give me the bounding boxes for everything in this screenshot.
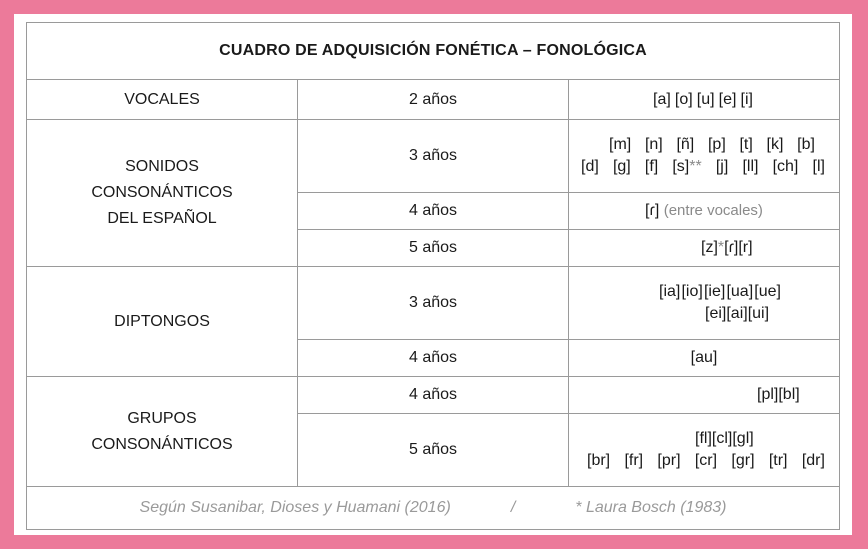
- sound: [t]: [739, 136, 753, 153]
- sound: [ai]: [726, 305, 748, 322]
- sound: [ll]: [742, 158, 759, 175]
- sound: [d]: [581, 158, 599, 175]
- sound: [dr]: [801, 452, 825, 469]
- category-line: SONIDOS: [125, 158, 199, 175]
- sound-s: [672, 158, 701, 176]
- sound: [ñ]: [676, 136, 695, 153]
- footer-separator: /: [510, 499, 516, 516]
- sound: [n]: [644, 136, 663, 153]
- sound: [o]: [674, 90, 693, 108]
- asterisk-mark: **: [689, 158, 702, 175]
- category-line: DEL ESPAÑOL: [107, 210, 217, 227]
- sound: [a]: [653, 90, 671, 108]
- sounds-cell: [569, 80, 840, 120]
- sound: [pl]: [757, 386, 779, 403]
- acquisition-table: [26, 22, 840, 530]
- sound: [au]: [690, 349, 718, 366]
- age-label: 5 años: [298, 230, 569, 267]
- footer-cell: [27, 487, 840, 530]
- sound: [gl]: [732, 430, 754, 447]
- sound-z: [701, 239, 724, 257]
- age-label: 3 años: [298, 120, 569, 193]
- sound: [g]: [612, 158, 631, 175]
- footer-source: Según Susanibar, Dioses y Huamani (2016): [139, 499, 451, 516]
- sound: [z]: [701, 239, 718, 256]
- sound: [io]: [681, 283, 703, 300]
- phonetic-chart-card: [14, 14, 852, 535]
- sounds-cell: [569, 230, 840, 267]
- category-grupos: [27, 377, 298, 487]
- sound: [ei]: [705, 305, 727, 322]
- sound: [i]: [740, 90, 753, 108]
- category-vocales: VOCALES: [27, 80, 298, 120]
- sounds-cell: [569, 414, 840, 487]
- sound: [j]: [715, 158, 729, 175]
- sound: [gr]: [731, 452, 755, 469]
- age-label: 4 años: [298, 193, 569, 230]
- sound: [l]: [812, 158, 825, 175]
- sounds-cell: [569, 340, 840, 377]
- sounds-cell: [569, 377, 840, 414]
- sound: [fr]: [624, 452, 644, 469]
- sound: [ie]: [703, 283, 726, 300]
- sound-note: (entre vocales): [663, 202, 763, 219]
- sound: [b]: [797, 136, 815, 153]
- category-line: GRUPOS: [127, 409, 197, 427]
- table-title: CUADRO DE ADQUISICIÓN FONÉTICA – FONOLÓGICA: [27, 23, 840, 80]
- sound: [p]: [707, 136, 726, 153]
- age-label: 5 años: [298, 414, 569, 487]
- sound: [m]: [609, 136, 632, 153]
- footer-row: [27, 487, 840, 530]
- sound: [f]: [644, 158, 659, 175]
- sound: [ɾ]: [724, 239, 739, 256]
- category-consonantes: [27, 120, 298, 267]
- sound: [bl]: [778, 386, 800, 403]
- sound: [ch]: [772, 158, 799, 175]
- sound: [s]: [672, 158, 690, 175]
- age-label: 4 años: [298, 340, 569, 377]
- sound: [k]: [766, 136, 784, 153]
- sound: [e]: [718, 90, 737, 108]
- age-label: 3 años: [298, 267, 569, 340]
- row-consonantes-3: [27, 120, 840, 193]
- row-diptongos-3: [27, 267, 840, 340]
- category-line: CONSONÁNTICOS: [91, 184, 233, 201]
- sound: [ia]: [659, 283, 681, 300]
- row-grupos-4: [27, 377, 840, 414]
- asterisk-mark: *: [717, 239, 725, 256]
- sounds-cell: [569, 120, 840, 193]
- sound: [br]: [587, 452, 611, 469]
- sounds-cell: [569, 267, 840, 340]
- sound: [ɾ]: [645, 202, 660, 219]
- footer-note: * Laura Bosch (1983): [575, 499, 727, 516]
- sound: [r]: [738, 239, 753, 256]
- sound: [ue]: [754, 283, 781, 300]
- sound: [u]: [696, 90, 715, 108]
- sound: [cl]: [711, 430, 733, 447]
- sound: [cr]: [694, 452, 718, 469]
- sound: [pr]: [657, 452, 681, 469]
- sound: [ua]: [726, 283, 754, 300]
- category-diptongos: DIPTONGOS: [27, 267, 298, 377]
- sound: [tr]: [768, 452, 788, 469]
- row-vocales: [27, 80, 840, 120]
- sounds-cell: [569, 193, 840, 230]
- sound: [fl]: [695, 430, 712, 447]
- age-label: 4 años: [298, 377, 569, 414]
- category-line: CONSONÁNTICOS: [91, 435, 233, 453]
- title-row: [27, 23, 840, 80]
- sound: [ui]: [747, 305, 770, 322]
- age-label: 2 años: [298, 80, 569, 120]
